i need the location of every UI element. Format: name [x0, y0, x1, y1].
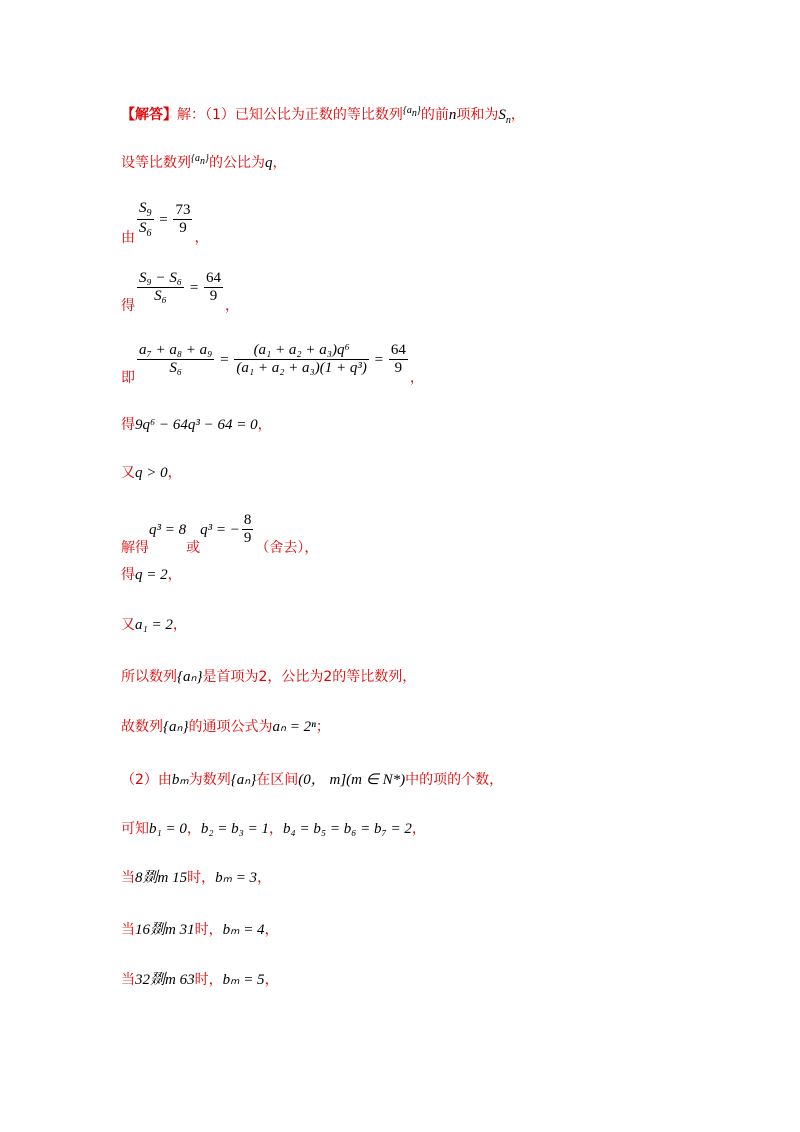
answer-label: 【解答】 — [121, 107, 177, 123]
text: ， — [186, 821, 201, 837]
math: {aₙ} — [230, 772, 257, 788]
text: 即 — [121, 370, 135, 386]
math: b₂ = b₃ = 1 — [200, 821, 270, 837]
math: a₁ = 2 — [135, 617, 173, 633]
math: 8剟m 15 — [135, 870, 188, 886]
math-seq: {an} — [402, 105, 421, 119]
text: ， — [167, 567, 182, 583]
text: 当 — [121, 972, 135, 988]
text: ， — [272, 155, 287, 171]
math-seq: {an} — [191, 153, 209, 167]
text: 的通项公式为 — [188, 719, 273, 735]
math: {aₙ} — [163, 719, 189, 735]
text: 可知 — [121, 821, 149, 837]
text: ； — [315, 719, 330, 735]
text: ， — [411, 821, 426, 837]
line-17 — [121, 968, 279, 989]
text: 时， — [194, 972, 223, 988]
line-8 — [121, 512, 318, 557]
equals: = — [370, 352, 387, 368]
text: 的前 — [420, 107, 449, 123]
text: ， — [225, 298, 240, 314]
math: q > 0 — [135, 465, 168, 481]
text: ， — [409, 370, 424, 386]
line-4 — [121, 270, 239, 315]
math: b₁ = 0 — [149, 821, 187, 837]
text: 解：（1）已知公比为正数的等比数列 — [177, 107, 403, 123]
math-n: n — [448, 107, 457, 123]
text: 项和为 — [456, 107, 499, 123]
text: （舍去）， — [255, 540, 319, 556]
line-14 — [121, 818, 426, 838]
text: 是首项为2，公比为2的等比数列， — [202, 669, 417, 685]
fraction: $\frac{64}{9}$ — [206, 270, 222, 304]
fraction: $\frac{64}{9}$ — [390, 342, 406, 376]
text: 所以数列 — [121, 669, 177, 685]
text: 由 — [121, 230, 135, 246]
text: 或 — [186, 540, 201, 556]
text: ， — [510, 107, 525, 123]
text: 的公比为 — [209, 155, 265, 171]
equals: = — [186, 280, 203, 296]
text: ， — [172, 617, 187, 633]
math: b₄ = b₅ = b₆ = b₇ = 2 — [283, 821, 412, 837]
math: q = 2 — [135, 567, 168, 583]
text: 时， — [187, 870, 216, 886]
line-11 — [121, 666, 416, 686]
text: 解得 — [121, 540, 149, 556]
text: 又 — [121, 617, 135, 633]
text: ， — [257, 417, 272, 433]
text: 为数列 — [188, 772, 231, 788]
math: bₘ = 4 — [222, 922, 265, 938]
text: 当 — [121, 922, 135, 938]
text: 当 — [121, 870, 135, 886]
text: ， — [257, 870, 272, 886]
line-2 — [121, 152, 287, 172]
fraction: $\frac{\text{a₇ + a₈ + a₉}}{\text{S₆}}$ — [139, 342, 213, 376]
text: （2）由 — [121, 772, 172, 788]
text: 得 — [121, 417, 135, 433]
text: 得 — [121, 567, 135, 583]
line-9 — [121, 564, 182, 584]
math: aₙ = 2ⁿ — [272, 719, 316, 735]
text: 在区间 — [256, 772, 299, 788]
math: 9q⁶ − 64q³ − 64 = 0 — [135, 417, 258, 433]
line-12 — [121, 716, 330, 736]
text: 中的项的个数， — [405, 772, 504, 788]
math: q³ = − — [200, 522, 240, 538]
text: 故数列 — [121, 719, 163, 735]
text: 时， — [194, 922, 223, 938]
line-16 — [121, 918, 279, 939]
fraction: $\frac{\text{S₉ − S₆}}{\text{S₆}}$ — [139, 270, 183, 304]
line-7 — [121, 462, 182, 482]
line-1 — [121, 104, 525, 126]
equals: = — [155, 212, 172, 228]
equals: = — [216, 352, 233, 368]
fraction: $\frac{\text{(a₁ + a₂ + a₃)q⁶}}{\text{(a₁ + a₂ + a₃)(1 + q³)}}$ — [236, 342, 367, 376]
math-sn: $S_n$ — [498, 107, 511, 126]
text: 设等比数列 — [121, 155, 191, 171]
text: ， — [194, 230, 209, 246]
math: q³ = 8 — [149, 522, 187, 538]
math: (0， m](m ∈ N*) — [298, 772, 406, 788]
text: ， — [264, 922, 279, 938]
fraction: $\frac{S_9}{S_6}$ — [139, 200, 152, 239]
line-10 — [121, 614, 187, 634]
text: ， — [269, 821, 284, 837]
math: 32剟m 63 — [135, 972, 195, 988]
math: bₘ — [171, 772, 189, 788]
math-q: q — [265, 155, 273, 171]
line-13 — [121, 768, 503, 789]
line-3 — [121, 200, 208, 247]
math: 16剟m 31 — [135, 922, 195, 938]
fraction: $\frac{8}{9}$ — [243, 512, 252, 546]
math: bₘ = 5 — [222, 972, 265, 988]
math: {aₙ} — [177, 669, 203, 685]
text: 得 — [121, 298, 135, 314]
line-6 — [121, 414, 272, 434]
text: ， — [167, 465, 182, 481]
text: ， — [264, 972, 279, 988]
line-5 — [121, 342, 424, 387]
line-15 — [121, 866, 271, 887]
text: 又 — [121, 465, 135, 481]
fraction: $\frac{73}{9}$ — [175, 202, 191, 236]
math: bₘ = 3 — [215, 870, 258, 886]
